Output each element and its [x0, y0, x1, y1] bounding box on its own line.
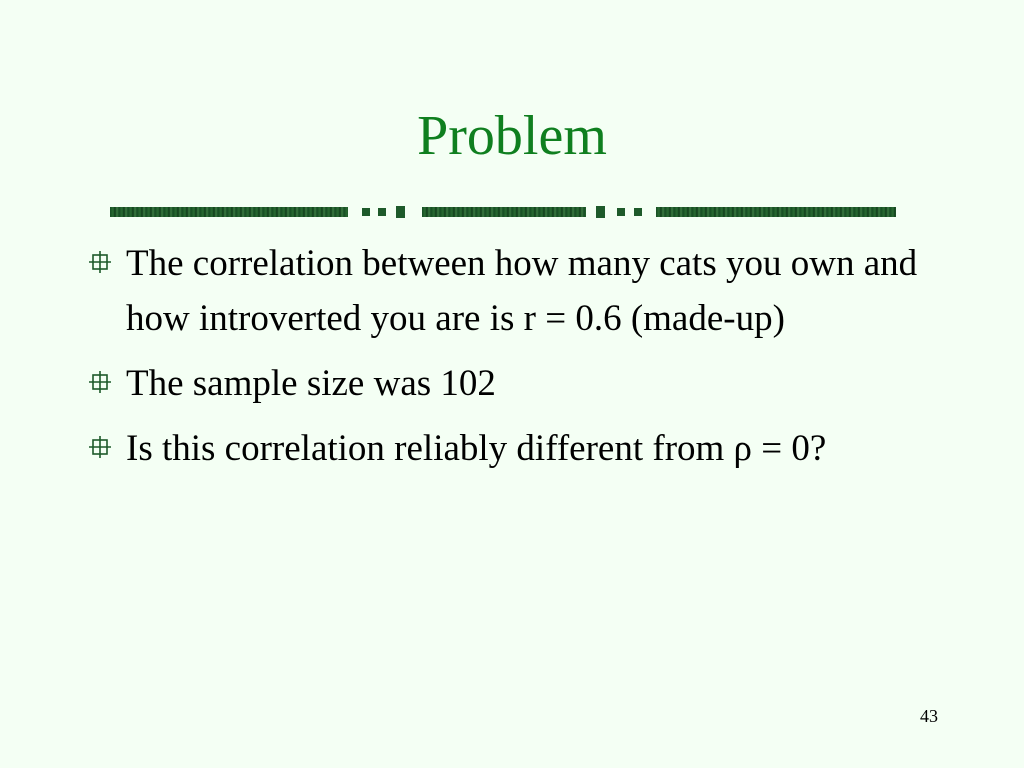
divider-square [596, 206, 605, 218]
page-number: 43 [920, 706, 938, 726]
bullet-text: Is this correlation reliably different from ρ = 0? [126, 428, 827, 469]
bullet-item [88, 421, 948, 476]
crosshair-square-icon [88, 370, 112, 394]
divider-square [362, 208, 370, 216]
bullet-item [88, 236, 948, 346]
crosshair-square-icon [88, 250, 112, 274]
divider-square [634, 208, 642, 216]
divider-bar [422, 207, 586, 217]
divider-bar [110, 207, 348, 217]
title-divider [110, 205, 896, 219]
slide-title: Problem [417, 105, 607, 167]
bullet-item [88, 356, 948, 411]
divider-square [396, 206, 405, 218]
divider-square [378, 208, 386, 216]
divider-square [617, 208, 625, 216]
bullet-text: The sample size was 102 [126, 363, 496, 404]
crosshair-square-icon [88, 435, 112, 459]
bullet-text: The correlation between how many cats you own and how introverted you are is r = 0.6 (made-up) [126, 243, 918, 339]
divider-bar [656, 207, 896, 217]
bullet-list [88, 236, 948, 486]
